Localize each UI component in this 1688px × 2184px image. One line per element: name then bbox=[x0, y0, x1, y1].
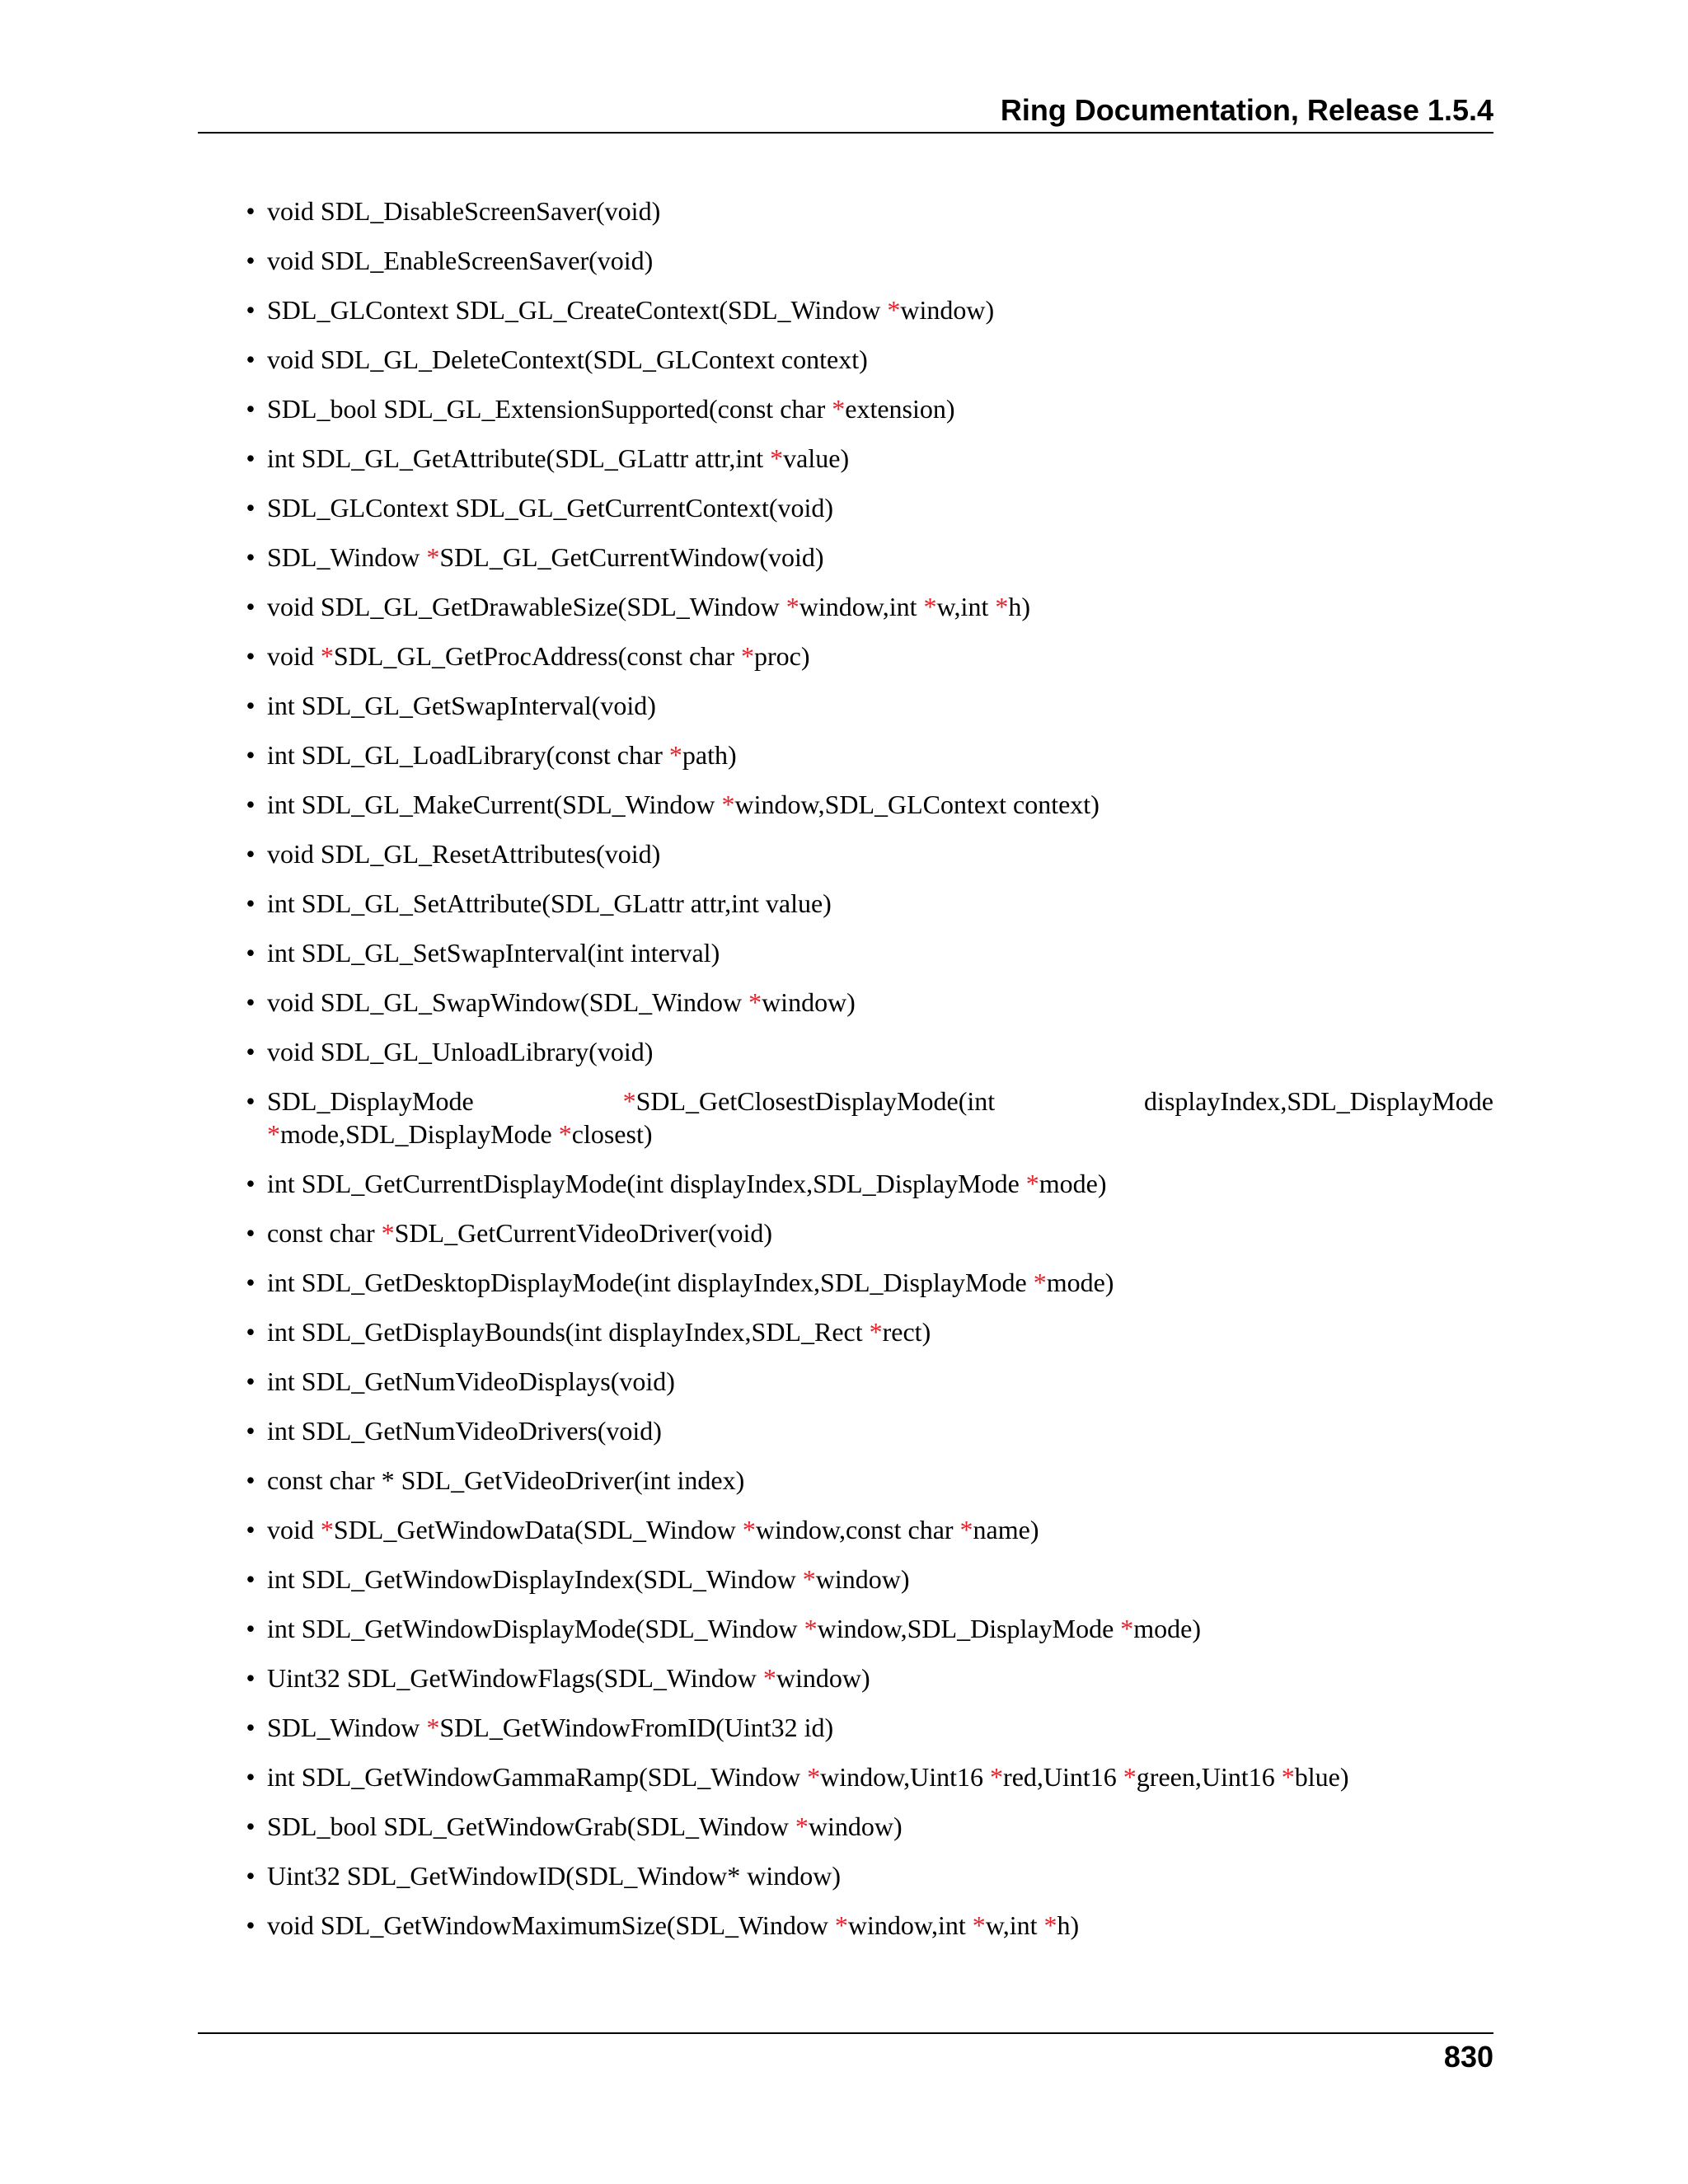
list-item bbox=[198, 194, 1493, 227]
function-signature: void SDL_DisableScreenSaver(void) bbox=[267, 196, 661, 226]
bullet-icon: • bbox=[246, 1762, 256, 1792]
function-signature: void SDL_GL_SwapWindow(SDL_Window *window) bbox=[267, 987, 856, 1017]
bullet-icon: • bbox=[246, 493, 256, 523]
function-signature: SDL_DisplayMode *SDL_GetClosestDisplayMode(int displayIndex,SDL_DisplayMode *mode,SDL_DisplayMode *closest) bbox=[267, 1086, 1501, 1149]
bullet-icon: • bbox=[246, 691, 256, 720]
bullet-icon: • bbox=[246, 1218, 256, 1248]
function-signature: const char * SDL_GetVideoDriver(int index) bbox=[267, 1465, 745, 1495]
bullet-icon: • bbox=[246, 1366, 256, 1396]
bullet-icon: • bbox=[246, 1663, 256, 1693]
function-signature: int SDL_GetNumVideoDrivers(void) bbox=[267, 1416, 662, 1446]
list-item bbox=[198, 1315, 1493, 1348]
bullet-icon: • bbox=[246, 1416, 256, 1446]
list-item bbox=[198, 1909, 1493, 1942]
function-list bbox=[198, 194, 1501, 1942]
bullet-icon: • bbox=[246, 1515, 256, 1544]
list-item bbox=[198, 1167, 1493, 1200]
list-item bbox=[198, 491, 1493, 524]
list-item bbox=[198, 1414, 1493, 1447]
bullet-icon: • bbox=[246, 1811, 256, 1841]
bullet-icon: • bbox=[246, 1169, 256, 1198]
list-item bbox=[198, 1085, 1501, 1151]
function-signature: void SDL_EnableScreenSaver(void) bbox=[267, 246, 654, 275]
function-signature: int SDL_GL_SetAttribute(SDL_GLattr attr,int value) bbox=[267, 888, 832, 918]
list-item bbox=[198, 1859, 1493, 1892]
function-signature: SDL_Window *SDL_GL_GetCurrentWindow(void) bbox=[267, 542, 824, 572]
list-item bbox=[198, 788, 1493, 821]
list-item bbox=[198, 1810, 1493, 1843]
function-signature: void *SDL_GetWindowData(SDL_Window *window,const char *name) bbox=[267, 1515, 1039, 1544]
list-item bbox=[198, 689, 1493, 722]
list-item bbox=[198, 1563, 1493, 1596]
function-signature: int SDL_GL_MakeCurrent(SDL_Window *window,SDL_GLContext context) bbox=[267, 790, 1100, 819]
function-signature: Uint32 SDL_GetWindowFlags(SDL_Window *window) bbox=[267, 1663, 870, 1693]
function-signature: int SDL_GetWindowDisplayIndex(SDL_Window *window) bbox=[267, 1564, 910, 1594]
list-item bbox=[198, 1216, 1493, 1249]
bullet-icon: • bbox=[246, 1465, 256, 1495]
function-signature: void SDL_GL_UnloadLibrary(void) bbox=[267, 1037, 654, 1066]
list-item bbox=[198, 1365, 1493, 1398]
list-item bbox=[198, 1464, 1493, 1497]
bullet-icon: • bbox=[246, 1614, 256, 1643]
list-item bbox=[198, 1612, 1493, 1645]
function-signature: int SDL_GetWindowDisplayMode(SDL_Window *window,SDL_DisplayMode *mode) bbox=[267, 1614, 1202, 1643]
list-item bbox=[198, 244, 1493, 277]
page-number: 830 bbox=[1443, 2040, 1493, 2074]
list-item bbox=[198, 541, 1493, 574]
list-item bbox=[198, 738, 1493, 771]
bullet-icon: • bbox=[246, 641, 256, 671]
function-signature: SDL_bool SDL_GetWindowGrab(SDL_Window *window) bbox=[267, 1811, 903, 1841]
bullet-icon: • bbox=[246, 888, 256, 918]
function-signature: int SDL_GetNumVideoDisplays(void) bbox=[267, 1366, 675, 1396]
list-item bbox=[198, 392, 1493, 425]
list-item bbox=[198, 1513, 1493, 1546]
function-signature: Uint32 SDL_GetWindowID(SDL_Window* window) bbox=[267, 1861, 842, 1891]
function-signature: int SDL_GL_GetSwapInterval(void) bbox=[267, 691, 656, 720]
function-signature: void SDL_GL_ResetAttributes(void) bbox=[267, 839, 661, 869]
page-header bbox=[198, 89, 1493, 134]
bullet-icon: • bbox=[246, 196, 256, 226]
function-signature: SDL_bool SDL_GL_ExtensionSupported(const char *extension) bbox=[267, 394, 955, 424]
bullet-icon: • bbox=[246, 394, 256, 424]
bullet-icon: • bbox=[246, 1564, 256, 1594]
list-item bbox=[198, 343, 1493, 376]
list-item bbox=[198, 442, 1493, 475]
list-item bbox=[198, 590, 1493, 623]
function-signature: int SDL_GetCurrentDisplayMode(int displayIndex,SDL_DisplayMode *mode) bbox=[267, 1169, 1107, 1198]
function-signature: int SDL_GetDesktopDisplayMode(int displayIndex,SDL_DisplayMode *mode) bbox=[267, 1268, 1114, 1297]
function-signature: void SDL_GetWindowMaximumSize(SDL_Window *window,int *w,int *h) bbox=[267, 1910, 1080, 1940]
function-signature: void SDL_GL_DeleteContext(SDL_GLContext context) bbox=[267, 344, 868, 374]
bullet-icon: • bbox=[246, 1910, 256, 1940]
list-item bbox=[198, 936, 1493, 969]
function-signature: int SDL_GL_SetSwapInterval(int interval) bbox=[267, 938, 720, 968]
bullet-icon: • bbox=[246, 295, 256, 325]
list-item bbox=[198, 640, 1493, 673]
function-signature: int SDL_GetDisplayBounds(int displayIndex,SDL_Rect *rect) bbox=[267, 1317, 931, 1347]
bullet-icon: • bbox=[246, 987, 256, 1017]
bullet-icon: • bbox=[246, 443, 256, 473]
list-item bbox=[198, 837, 1493, 870]
list-item bbox=[198, 1711, 1493, 1744]
bullet-icon: • bbox=[246, 938, 256, 968]
bullet-icon: • bbox=[246, 1713, 256, 1742]
list-item bbox=[198, 1266, 1493, 1299]
bullet-icon: • bbox=[246, 542, 256, 572]
bullet-icon: • bbox=[246, 740, 256, 770]
function-signature: SDL_GLContext SDL_GL_GetCurrentContext(void) bbox=[267, 493, 834, 523]
list-item bbox=[198, 887, 1493, 920]
bullet-icon: • bbox=[246, 1317, 256, 1347]
list-item bbox=[198, 1760, 1493, 1793]
bullet-icon: • bbox=[246, 1861, 256, 1891]
function-signature: void SDL_GL_GetDrawableSize(SDL_Window *window,int *w,int *h) bbox=[267, 592, 1030, 621]
function-signature: SDL_GLContext SDL_GL_CreateContext(SDL_Window *window) bbox=[267, 295, 995, 325]
bullet-icon: • bbox=[246, 839, 256, 869]
bullet-icon: • bbox=[246, 790, 256, 819]
header-title: Ring Documentation, Release 1.5.4 bbox=[1000, 93, 1493, 127]
bullet-icon: • bbox=[246, 1037, 256, 1066]
list-item bbox=[198, 1661, 1493, 1694]
function-signature: void *SDL_GL_GetProcAddress(const char *proc) bbox=[267, 641, 810, 671]
bullet-icon: • bbox=[246, 246, 256, 275]
bullet-icon: • bbox=[246, 1268, 256, 1297]
function-signature: int SDL_GL_GetAttribute(SDL_GLattr attr,int *value) bbox=[267, 443, 850, 473]
page-content bbox=[198, 194, 1501, 1958]
function-signature: int SDL_GetWindowGammaRamp(SDL_Window *window,Uint16 *red,Uint16 *green,Uint16 *blue) bbox=[267, 1762, 1349, 1792]
function-signature: int SDL_GL_LoadLibrary(const char *path) bbox=[267, 740, 737, 770]
list-item bbox=[198, 986, 1493, 1019]
page-footer bbox=[198, 2032, 1493, 2074]
function-signature: SDL_Window *SDL_GetWindowFromID(Uint32 id) bbox=[267, 1713, 834, 1742]
bullet-icon: • bbox=[246, 592, 256, 621]
list-item bbox=[198, 1035, 1493, 1068]
bullet-icon: • bbox=[246, 344, 256, 374]
function-signature: const char *SDL_GetCurrentVideoDriver(void) bbox=[267, 1218, 773, 1248]
bullet-icon: • bbox=[246, 1086, 256, 1116]
list-item bbox=[198, 293, 1493, 326]
